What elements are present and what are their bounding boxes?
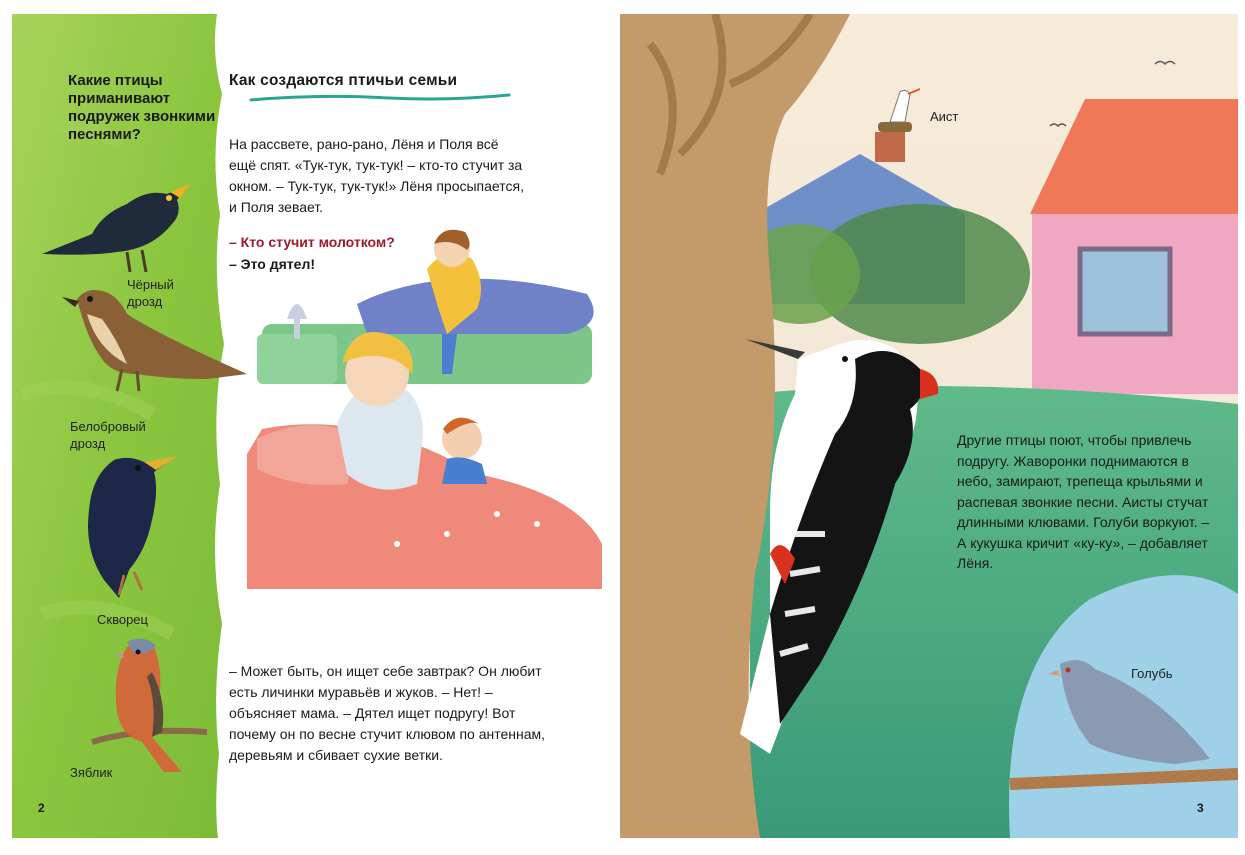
starling-illustration	[74, 450, 184, 600]
title-underline	[249, 91, 511, 105]
bird-label-blackbird: Чёрный дрозд	[127, 277, 174, 309]
page-number-right: 3	[1197, 801, 1204, 815]
right-page-paragraph: Другие птицы поют, чтобы привлечь подругу. Жаворонки поднимаются в небо, замирают, трепеща крыльями и распевая звонкие песни. Аисты стучат длинными клювами. Голуби воркуют. – А кукушка кричит «ку-ку», – добавляет Лёня.	[957, 432, 1210, 571]
song-thrush-illustration	[57, 279, 252, 394]
closing-paragraph: – Может быть, он ищет себе завтрак? Он любит есть личинки муравьёв и жуков. – Нет! – объясняет мама. – Дятел ищет подругу! Вот почему он по весне стучит клювом по антеннам, деревьям и сбивает сухие ветки.	[229, 663, 546, 763]
sidebar-heading: Какие птицы приманивают подружек звонкими песнями?	[68, 72, 216, 143]
page-title: Как создаются птичьи семьи	[229, 72, 458, 89]
bird-label-starling: Скворец	[97, 612, 148, 627]
blackbird-illustration	[32, 164, 192, 274]
dialog-answer: – Это дятел!	[229, 256, 316, 272]
bird-label-song-thrush: Белобровый дрозд	[70, 419, 146, 451]
children-bed-illustration	[247, 224, 607, 589]
page-number-left: 2	[38, 801, 45, 815]
left-page	[12, 14, 610, 838]
dialog-question: – Кто стучит молотком?	[229, 234, 395, 250]
intro-paragraph: На рассвете, рано-рано, Лёня и Поля всё ещё спят. «Тук-тук, тук-тук! – кто-то стучит за окном. – Тук-тук, тук-тук!» Лёня просыпается, и Поля зевает.	[229, 136, 524, 215]
bird-label-chaffinch: Зяблик	[70, 765, 113, 780]
label-pigeon: Голубь	[1131, 666, 1173, 681]
right-page-illustration	[620, 14, 1238, 838]
chaffinch-illustration	[82, 632, 212, 782]
label-stork: Аист	[930, 109, 959, 124]
